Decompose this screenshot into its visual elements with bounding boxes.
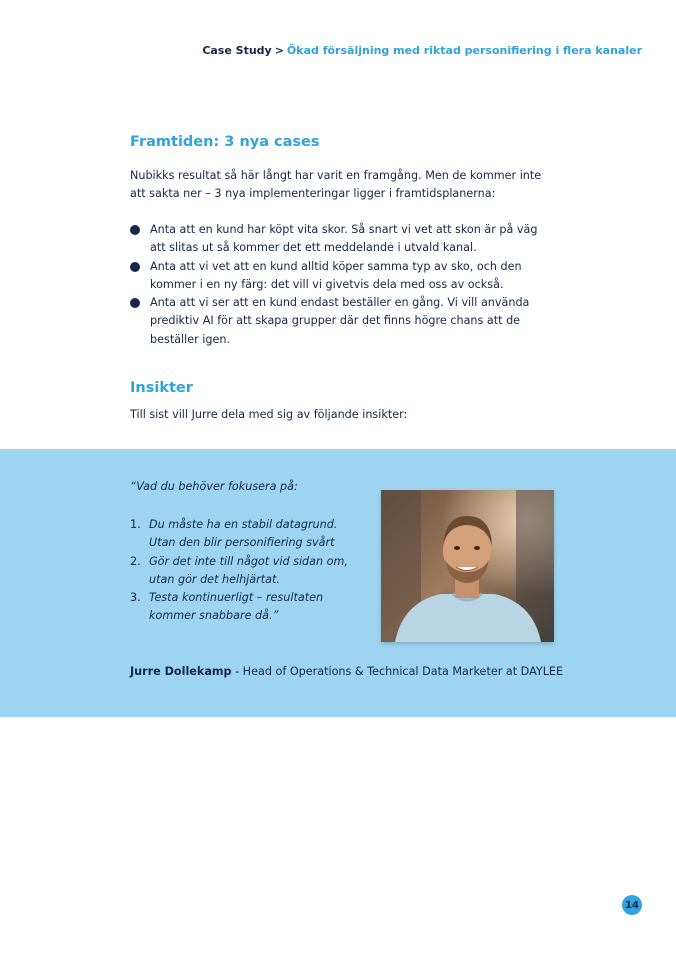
list-number: 3. — [130, 591, 141, 605]
portrait-illustration — [381, 490, 554, 642]
quote-intro: “Vad du behöver fokusera på: — [130, 480, 298, 493]
quote-line: Utan den blir personifiering svårt — [149, 536, 335, 550]
author-name: Jurre Dollekamp — [130, 665, 232, 678]
page-number: 14 — [622, 895, 642, 915]
bullet-line: beställer igen. — [150, 332, 231, 346]
quote-line: kommer snabbare då.” — [149, 609, 279, 623]
bullet-line: att slitas ut så kommer det ett meddelande i utvald kanal. — [150, 241, 477, 255]
quote-list — [130, 516, 370, 626]
bullet-line: Anta att vi ser att en kund endast beställer en gång. Vi vill använda — [150, 296, 530, 310]
breadcrumb-section: Case Study — [202, 44, 272, 57]
author-role: - Head of Operations & Technical Data Marketer at DAYLEE — [235, 665, 564, 678]
future-intro-line: att sakta ner – 3 nya implementeringar ligger i framtidsplanerna: — [130, 187, 496, 200]
future-heading: Framtiden: 3 nya cases — [130, 134, 320, 150]
bullet-icon — [130, 298, 140, 308]
future-intro-line: Nubikks resultat så här långt har varit en framgång. Men de kommer inte — [130, 169, 542, 182]
quote-line: Testa kontinuerligt – resultaten — [149, 591, 324, 605]
bullet-line: Anta att en kund har köpt vita skor. Så snart vi vet att skon är på väg — [150, 223, 538, 236]
list-item — [130, 516, 370, 553]
list-item — [130, 221, 550, 258]
bullet-icon — [130, 225, 140, 235]
list-number: 2. — [130, 554, 141, 568]
quote-line: utan gör det helhjärtat. — [149, 572, 280, 586]
future-bullet-list — [130, 221, 550, 349]
author-photo — [381, 490, 554, 642]
list-item — [130, 258, 550, 295]
list-number: 1. — [130, 518, 141, 531]
quote-attribution — [130, 665, 563, 678]
breadcrumb-separator: > — [274, 44, 284, 57]
quote-line: Gör det inte till något vid sidan om, — [149, 554, 348, 568]
insights-heading: Insikter — [130, 380, 193, 396]
breadcrumb — [202, 44, 642, 57]
future-intro — [130, 167, 550, 203]
list-item — [130, 553, 370, 590]
list-item — [130, 589, 370, 626]
bullet-icon — [130, 262, 140, 272]
list-item — [130, 294, 550, 349]
breadcrumb-current: Ökad försäljning med riktad personifiering i flera kanaler — [286, 44, 642, 57]
bullet-line: Anta att vi vet att en kund alltid köper samma typ av sko, och den — [150, 259, 522, 273]
insights-intro: Till sist vill Jurre dela med sig av följande insikter: — [130, 408, 408, 421]
bullet-line: prediktiv AI för att skapa grupper där det finns högre chans att de — [150, 314, 521, 328]
bullet-line: kommer i en ny färg: det vill vi givetvis dela med oss av också. — [150, 277, 504, 291]
quote-line: Du måste ha en stabil datagrund. — [149, 518, 338, 531]
